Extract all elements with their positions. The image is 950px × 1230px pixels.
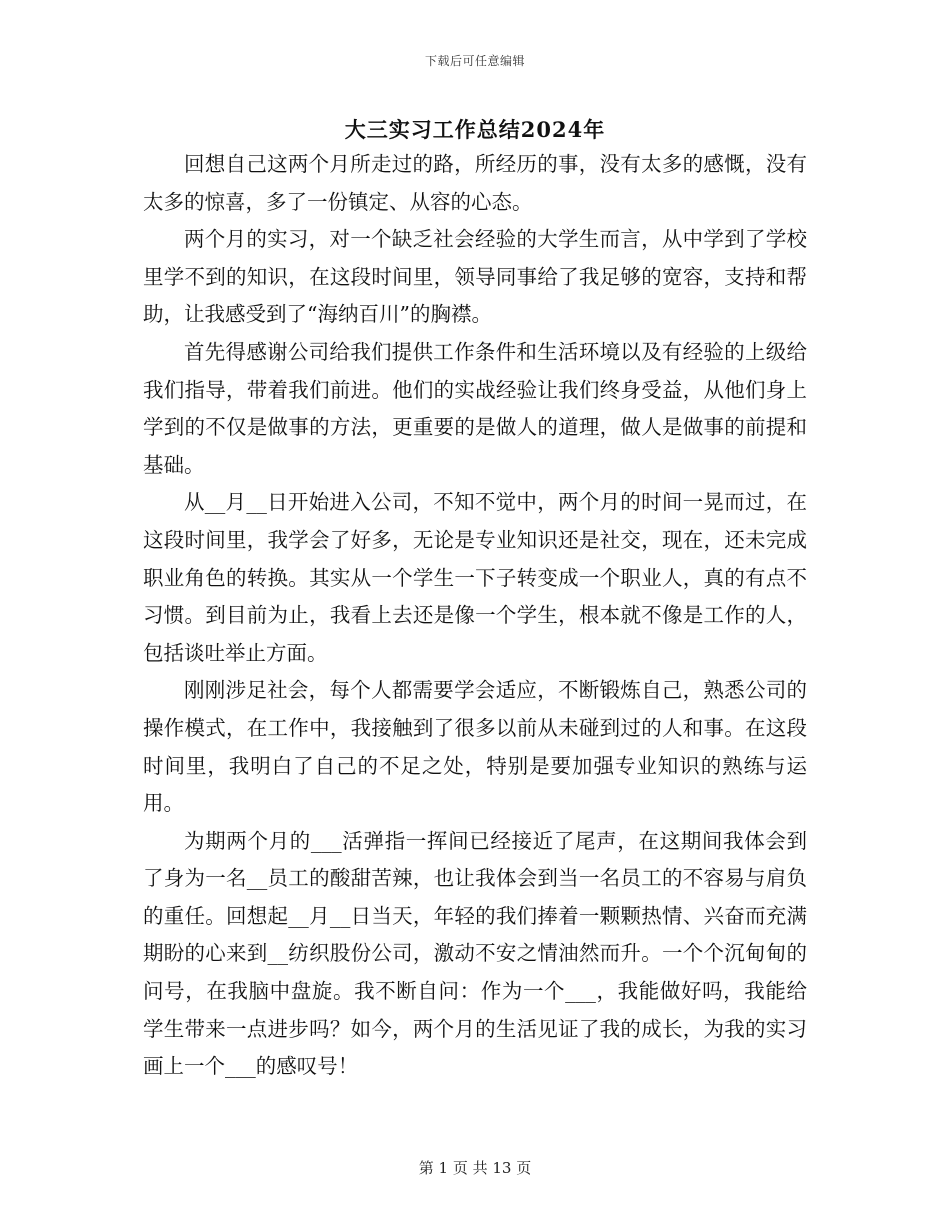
paragraph: 从__月__日开始进入公司，不知不觉中，两个月的时间一晃而过，在这段时间里，我学会了好多，无论是专业知识还是社交，现在，还未完成职业角色的转换。其实从一个学生一下子转变成一个职业人，真的有点不习惯。到目前为止，我看上去还是像一个学生，根本就不像是工作的人，包括谈吐举止方面。	[143, 490, 807, 665]
paragraph: 回想自己这两个月所走过的路，所经历的事，没有太多的感慨，没有太多的惊喜，多了一份镇定、从容的心态。	[143, 152, 807, 214]
paragraph: 首先得感谢公司给我们提供工作条件和生活环境以及有经验的上级给我们指导，带着我们前进。他们的实战经验让我们终身受益，从他们身上学到的不仅是做事的方法，更重要的是做人的道理，做人是做事的前提和基础。	[143, 339, 807, 477]
paragraph: 两个月的实习，对一个缺乏社会经验的大学生而言，从中学到了学校里学不到的知识，在这段时间里，领导同事给了我足够的宽容，支持和帮助，让我感受到了“海纳百川”的胸襟。	[143, 227, 807, 327]
header-note: 下载后可任意编辑	[424, 54, 525, 68]
document-title: 大三实习工作总结2024年	[344, 117, 606, 142]
paragraph: 刚刚涉足社会，每个人都需要学会适应，不断锻炼自己，熟悉公司的操作模式，在工作中，我接触到了很多以前从未碰到过的人和事。在这段时间里，我明白了自己的不足之处，特别是要加强专业知识的熟练与运用。	[143, 678, 807, 816]
paragraph: 为期两个月的___活弹指一挥间已经接近了尾声，在这期间我体会到了身为一名__员工的酸甜苦辣，也让我体会到当一名员工的不容易与肩负的重任。回想起__月__日当天，年轻的我们捧着一颗颗热情、兴奋而充满期盼的心来到__纺织股份公司，激动不安之情油然而升。一个个沉甸甸的问号，在我脑中盘旋。我不断自问：作为一个___，我能做好吗，我能给学生带来一点进步吗？如今，两个月的生活见证了我的成长，为我的实习画上一个___的感叹号！	[143, 828, 807, 1079]
document-body	[143, 146, 807, 1086]
page-number: 第 1 页 共 13 页	[418, 1159, 532, 1177]
